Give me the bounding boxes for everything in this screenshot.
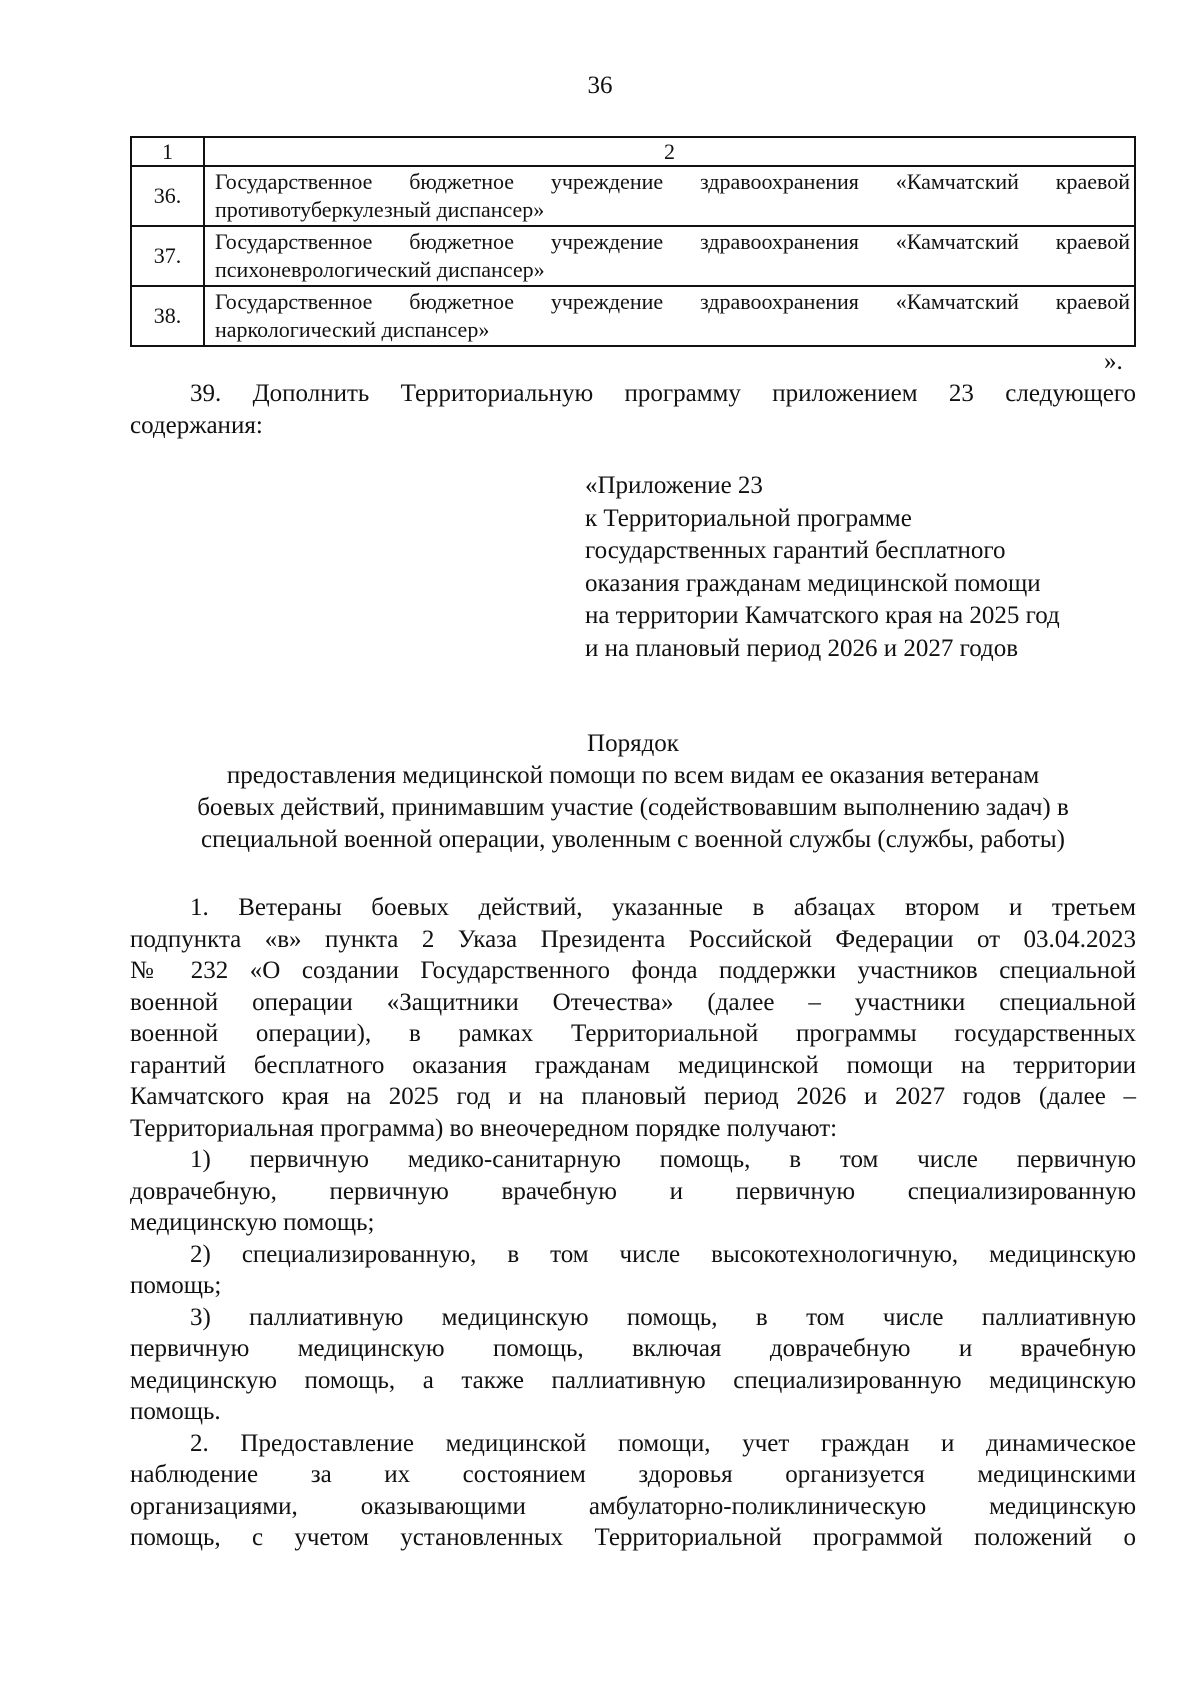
appendix-line: к Территориальной программе <box>585 504 912 532</box>
row-text-line: Государственное бюджетное учреждение здравоохранения «Камчатский краевой <box>215 229 1130 254</box>
paragraph-line: Камчатского края на 2025 год и на плановый период 2026 и 2027 годов (далее – <box>130 1083 1136 1110</box>
row-number: 38. <box>131 286 204 346</box>
institutions-table <box>130 136 1136 347</box>
appendix-line: оказания гражданам медицинской помощи <box>585 569 1041 597</box>
row-number: 36. <box>131 166 204 226</box>
list-item-line: 2) специализированную, в том числе высокотехнологичную, медицинскую <box>190 1240 1136 1268</box>
paragraph-line: гарантий бесплатного оказания гражданам медицинской помощи на территории <box>130 1051 1136 1079</box>
paragraph-line: организациями, оказывающими амбулаторно-поликлиническую медицинскую <box>130 1492 1136 1520</box>
paragraph-line: 2. Предоставление медицинской помощи, учет граждан и динамическое <box>190 1429 1136 1457</box>
page-number: 36 <box>587 72 613 99</box>
table-header-col1: 1 <box>131 137 204 166</box>
paragraph-line: военной операции), в рамках Территориальной программы государственных <box>130 1020 1136 1047</box>
document-title <box>130 728 1136 856</box>
title-line: специальной военной операции, уволенным с военной службы (службы, работы) <box>201 826 1065 853</box>
appendix-line: государственных гарантий бесплатного <box>585 537 1006 564</box>
list-item-line: 3) паллиативную медицинскую помощь, в том числе паллиативную <box>190 1303 1136 1331</box>
paragraph-line: 1. Ветераны боевых действий, указанные в абзацах втором и третьем <box>190 894 1136 921</box>
closing-quote: ». <box>1104 348 1123 375</box>
table-header-row <box>131 137 1135 166</box>
list-item-line: первичную медицинскую помощь, включая доврачебную и врачебную <box>130 1335 1136 1362</box>
paragraph-line: помощь, с учетом установленных Территориальной программой положений о <box>130 1524 1136 1551</box>
list-item-line: помощь. <box>130 1398 221 1425</box>
list-item-line: медицинскую помощь, а также паллиативную специализированную медицинскую <box>130 1366 1136 1394</box>
row-text-line: Государственное бюджетное учреждение здравоохранения «Камчатский краевой <box>215 169 1130 194</box>
title-line: предоставления медицинской помощи по всем видам ее оказания ветеранам <box>226 762 1040 789</box>
paragraph-line: наблюдение за их состоянием здоровья организуется медицинскими <box>130 1461 1136 1488</box>
appendix-line: и на плановый период 2026 и 2027 годов <box>585 634 1019 662</box>
paragraph-line: военной операции «Защитники Отечества» (далее – участники специальной <box>130 988 1136 1016</box>
row-text <box>204 226 1135 286</box>
list-item-line: медицинскую помощь; <box>130 1209 375 1236</box>
row-text-line: наркологический диспансер» <box>215 317 490 342</box>
item-39-paragraph <box>130 378 1136 441</box>
row-text <box>204 166 1135 226</box>
paragraph-line: подпункта «в» пункта 2 Указа Президента Российской Федерации от 03.04.2023 <box>130 925 1136 953</box>
row-text <box>204 286 1135 346</box>
list-item-line: помощь; <box>130 1272 222 1299</box>
table-row <box>131 166 1135 226</box>
list-item-line: 1) первичную медико-санитарную помощь, в том числе первичную <box>190 1146 1136 1173</box>
appendix-line: на территории Камчатского края на 2025 год <box>585 602 1060 629</box>
table-row <box>131 226 1135 286</box>
paragraph-line: 39. Дополнить Территориальную программу приложением 23 следующего <box>190 380 1136 407</box>
row-number: 37. <box>131 226 204 286</box>
appendix-line: «Приложение 23 <box>585 472 763 499</box>
row-text-line: Государственное бюджетное учреждение здравоохранения «Камчатский краевой <box>215 289 1130 314</box>
row-text-line: психоневрологический диспансер» <box>215 257 545 282</box>
title-main: Порядок <box>587 730 679 757</box>
table-header-col2: 2 <box>204 137 1135 166</box>
paragraph-line: Территориальная программа) во внеочередном порядке получают: <box>130 1114 838 1142</box>
appendix-heading <box>585 470 1060 665</box>
list-item-line: доврачебную, первичную врачебную и первичную специализированную <box>130 1177 1136 1205</box>
paragraph-1 <box>130 892 1136 1554</box>
paragraph-line: содержания: <box>130 411 263 439</box>
row-text-line: противотуберкулезный диспансер» <box>215 197 545 222</box>
paragraph-line: № 232 «О создании Государственного фонда поддержки участников специальной <box>130 957 1136 984</box>
table-row <box>131 286 1135 346</box>
title-line: боевых действий, принимавшим участие (содействовавшим выполнению задач) в <box>197 794 1069 821</box>
